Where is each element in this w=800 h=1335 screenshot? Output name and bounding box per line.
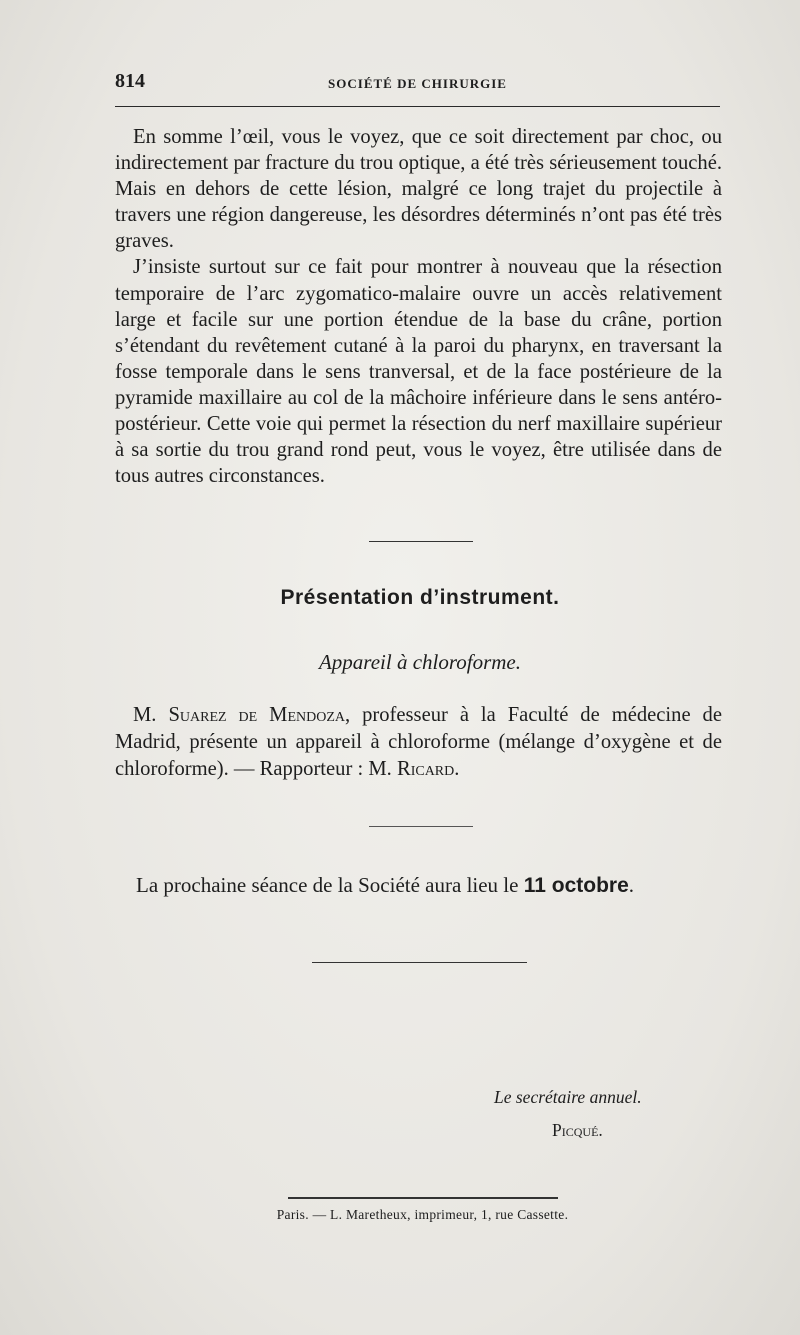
presentation-paragraph: [115, 702, 722, 783]
running-head: SOCIÉTÉ DE CHIRURGIE: [328, 76, 507, 91]
signature-title: Le secrétaire annuel.: [494, 1087, 642, 1107]
separator-rule-2: [369, 826, 473, 827]
section-subtitle: Appareil à chloroforme.: [318, 650, 521, 674]
next-session-announcement: [136, 873, 736, 898]
presentation-text: , professeur à la Faculté de médecine de Madrid, présente un appareil à chloroforme (mélange d’oxygène et de chloroforme). — Rapporteur : M.: [115, 704, 722, 780]
rapporteur-name: Ricard: [396, 758, 455, 780]
paragraph-1: En somme l’œil, vous le voyez, que ce soit directement par choc, ou indirectement par fracture du trou optique, a été très sérieusement touché. Mais en dehors de cette lésion, malgré ce long trajet du projectile à travers une région dangereuse, les désordres déterminés n’ont pas été très graves.: [115, 126, 722, 253]
body-text: [115, 124, 722, 489]
presentation-m: M.: [133, 704, 157, 726]
signature-name: Picqué.: [552, 1120, 603, 1140]
header-rule: [115, 106, 720, 107]
announcement-date: 11 octobre: [523, 874, 629, 897]
separator-rule-1: [369, 541, 473, 542]
separator-rule-3: [312, 962, 527, 963]
section-title: Présentation d’instrument.: [280, 586, 560, 609]
paragraph-2: J’insiste surtout sur ce fait pour montrer à nouveau que la résection temporaire de l’arc zygomatico-malaire ouvre un accès relativement large et facile sur une portion étendue de la base du crâne, portion s’étendant du revêtement cutané à la paroi du pharynx, en traversant la fosse temporale dans le sens tranversal, et de la face postérieure de la pyramide maxillaire au col de la mâchoire inférieure dans le sens antéro-postérieur. Cette voie qui permet la résection du nerf maxillaire supérieur à sa sortie du trou grand rond peut, vous le voyez, être utilisée dans de tous autres circonstances.: [115, 256, 722, 488]
footer-rule: [288, 1197, 558, 1199]
presentation-end: .: [454, 758, 460, 780]
printer-imprint: Paris. — L. Maretheux, imprimeur, 1, rue Cassette.: [276, 1207, 569, 1222]
page-header: [115, 70, 720, 96]
presenter-name: Suarez de Mendoza: [168, 704, 345, 726]
announcement-text: La prochaine séance de la Société aura lieu le: [136, 873, 524, 897]
page-number: 814: [115, 70, 145, 92]
announcement-end: .: [628, 873, 635, 897]
